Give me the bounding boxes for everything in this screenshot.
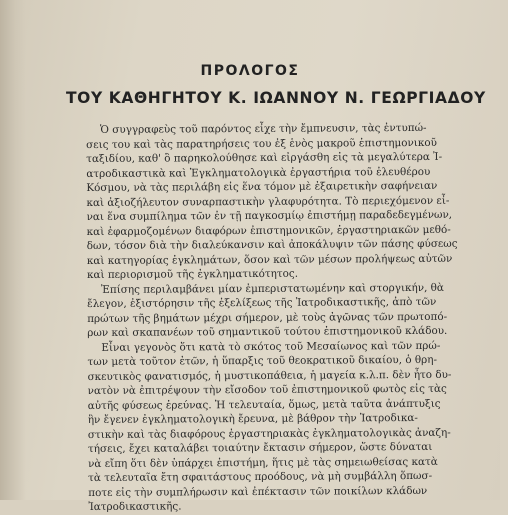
text-line: στικὴν καὶ τὰς διαφόρους ἐργαστηριακὰς ἐγκληματολογικὰς ἀναζη- — [87, 426, 451, 441]
text-line: Ἐπίσης περιλαμβάνει μίαν ἐμπεριστατωμένην καὶ στοργικήν, θὰ — [100, 281, 444, 296]
text-line: Ἰατροδικαστικῆς. — [88, 500, 182, 513]
text-line: δων, τόσον διὰ τὴν διαλεύκανσιν καὶ ἀποκάλυψιν τῶν πάσης φύσεως — [86, 237, 458, 252]
page-heading: ΠΡΟΛΟΓΟΣ — [200, 63, 300, 79]
text-line: Ὁ συγγραφεὺς τοῦ παρόντος εἶχε τὴν ἔμπνευσιν, τὰς ἐντυπώ- — [100, 121, 427, 136]
text-line: ρων καὶ σκαπανέων τοῦ σημαντικοῦ τούτου ἐπιστημονικοῦ κλάδου. — [87, 324, 448, 339]
text-line: ἔλεγον, ἐξιστόρησιν τῆς ἐξελίξεως τῆς Ἰατροδικαστικῆς, ἀπὸ τῶν — [87, 295, 437, 310]
text-line: καὶ ἐφαρμοζομένων διαφόρων ἐπιστημονικῶν, ἐργαστηριακῶν μεθό- — [86, 223, 451, 238]
text-line: καὶ περιορισμοῦ τῆς ἐγκληματικότητος. — [86, 267, 299, 281]
text-line: ἣν ἔγενεν ἐγκληματολογικὴ ἔρευνα, μὲ βάθρον τὴν Ἰατροδικα- — [87, 411, 418, 426]
text-line: ποτε εἰς τὴν συμπλήρωσιν καὶ ἐπέκτασιν τῶν ποικίλων κλάδων — [88, 484, 428, 499]
text-line: των μετὰ τοῦτον ἐτῶν, ἡ ὕπαρξις τοῦ θεοκρατικοῦ δικαίου, ὁ θρη- — [87, 353, 438, 368]
text-line: ταξιδίου, καθ' ὃ παρηκολούθησε καὶ εἰργάσθη εἰς τὰ μεγαλύτερα Ἰ- — [86, 150, 443, 165]
text-line: νὰ εἴπη ὅτι δὲν ὑπάρχει ἐπιστήμη, ἥτις μὲ τὰς σημειωθείσας κατὰ — [88, 455, 438, 470]
text-line: τήσεις, ἔχει καταλάβει τοιαύτην ἔκτασιν σήμερον, ὥστε δύναται — [87, 440, 433, 455]
text-line: Κόσμου, νὰ τὰς περιλάβη εἰς ἕνα τόμον μὲ ἐξαιρετικὴν σαφήνειαν — [86, 179, 438, 194]
text-line: τὰ τελευταῖα ἔτη σφαιτάστους προόδους, νὰ μὴ συμβάλλη ὅπωσ- — [88, 469, 433, 484]
text-line: σκευτικὸς φανατισμός, ἡ μυστικοπάθεια, ἡ μαγεία κ.λ.π. δὲν ἦτο δυ- — [87, 368, 452, 383]
text-line: ναι ἕνα συμπίλημα τῶν ἐν τῇ παγκοσμίῳ ἐπιστήμῃ παραδεδεγμένων, — [86, 208, 453, 223]
body-text — [86, 120, 508, 514]
text-line: καὶ ἀξιοζήλευτον συναρπαστικὴν γλαφυρότητα. Τὸ περιεχόμενον εἶ- — [86, 194, 450, 209]
text-line: Εἶναι γεγονὸς ὅτι κατὰ τὸ σκότος τοῦ Μεσαίωνος καὶ τῶν πρώ- — [101, 339, 441, 354]
text-line: πρώτων τῆς βημάτων μέχρι σήμερον, μὲ τοὺς ἀγῶνας τῶν πρωτοπό- — [87, 310, 448, 325]
text-line: νατὸν νὰ ἐπιτρέψουν τὴν εἴσοδον τοῦ ἐπιστημονικοῦ φωτὸς εἰς τὰς — [87, 382, 447, 397]
text-line: καὶ κατηγορίας ἐγκλημάτων, ὅσον καὶ τῶν μέσων προλήψεως αὐτῶν — [86, 252, 453, 267]
text-line: ατροδικαστικὰ καὶ Ἐγκληματολογικὰ ἐργαστήρια τοῦ ἐλευθέρου — [86, 165, 431, 180]
text-line: σεις του καὶ τὰς παρατηρήσεις του ἐξ ἑνὸς μακροῦ ἐπιστημονικοῦ — [86, 136, 437, 151]
page-subheading: ΤΟΥ ΚΑΘΗΓΗΤΟΥ Κ. ΙΩΑΝΝΟΥ Ν. ΓΕΩΡΓΙΑΔΟΥ — [66, 89, 486, 107]
text-line: αὐτῆς φύσεως ἐρεύνας. Ἡ τελευταία, ὅμως, μετὰ ταῦτα ἀνάπτυξις — [87, 397, 441, 412]
